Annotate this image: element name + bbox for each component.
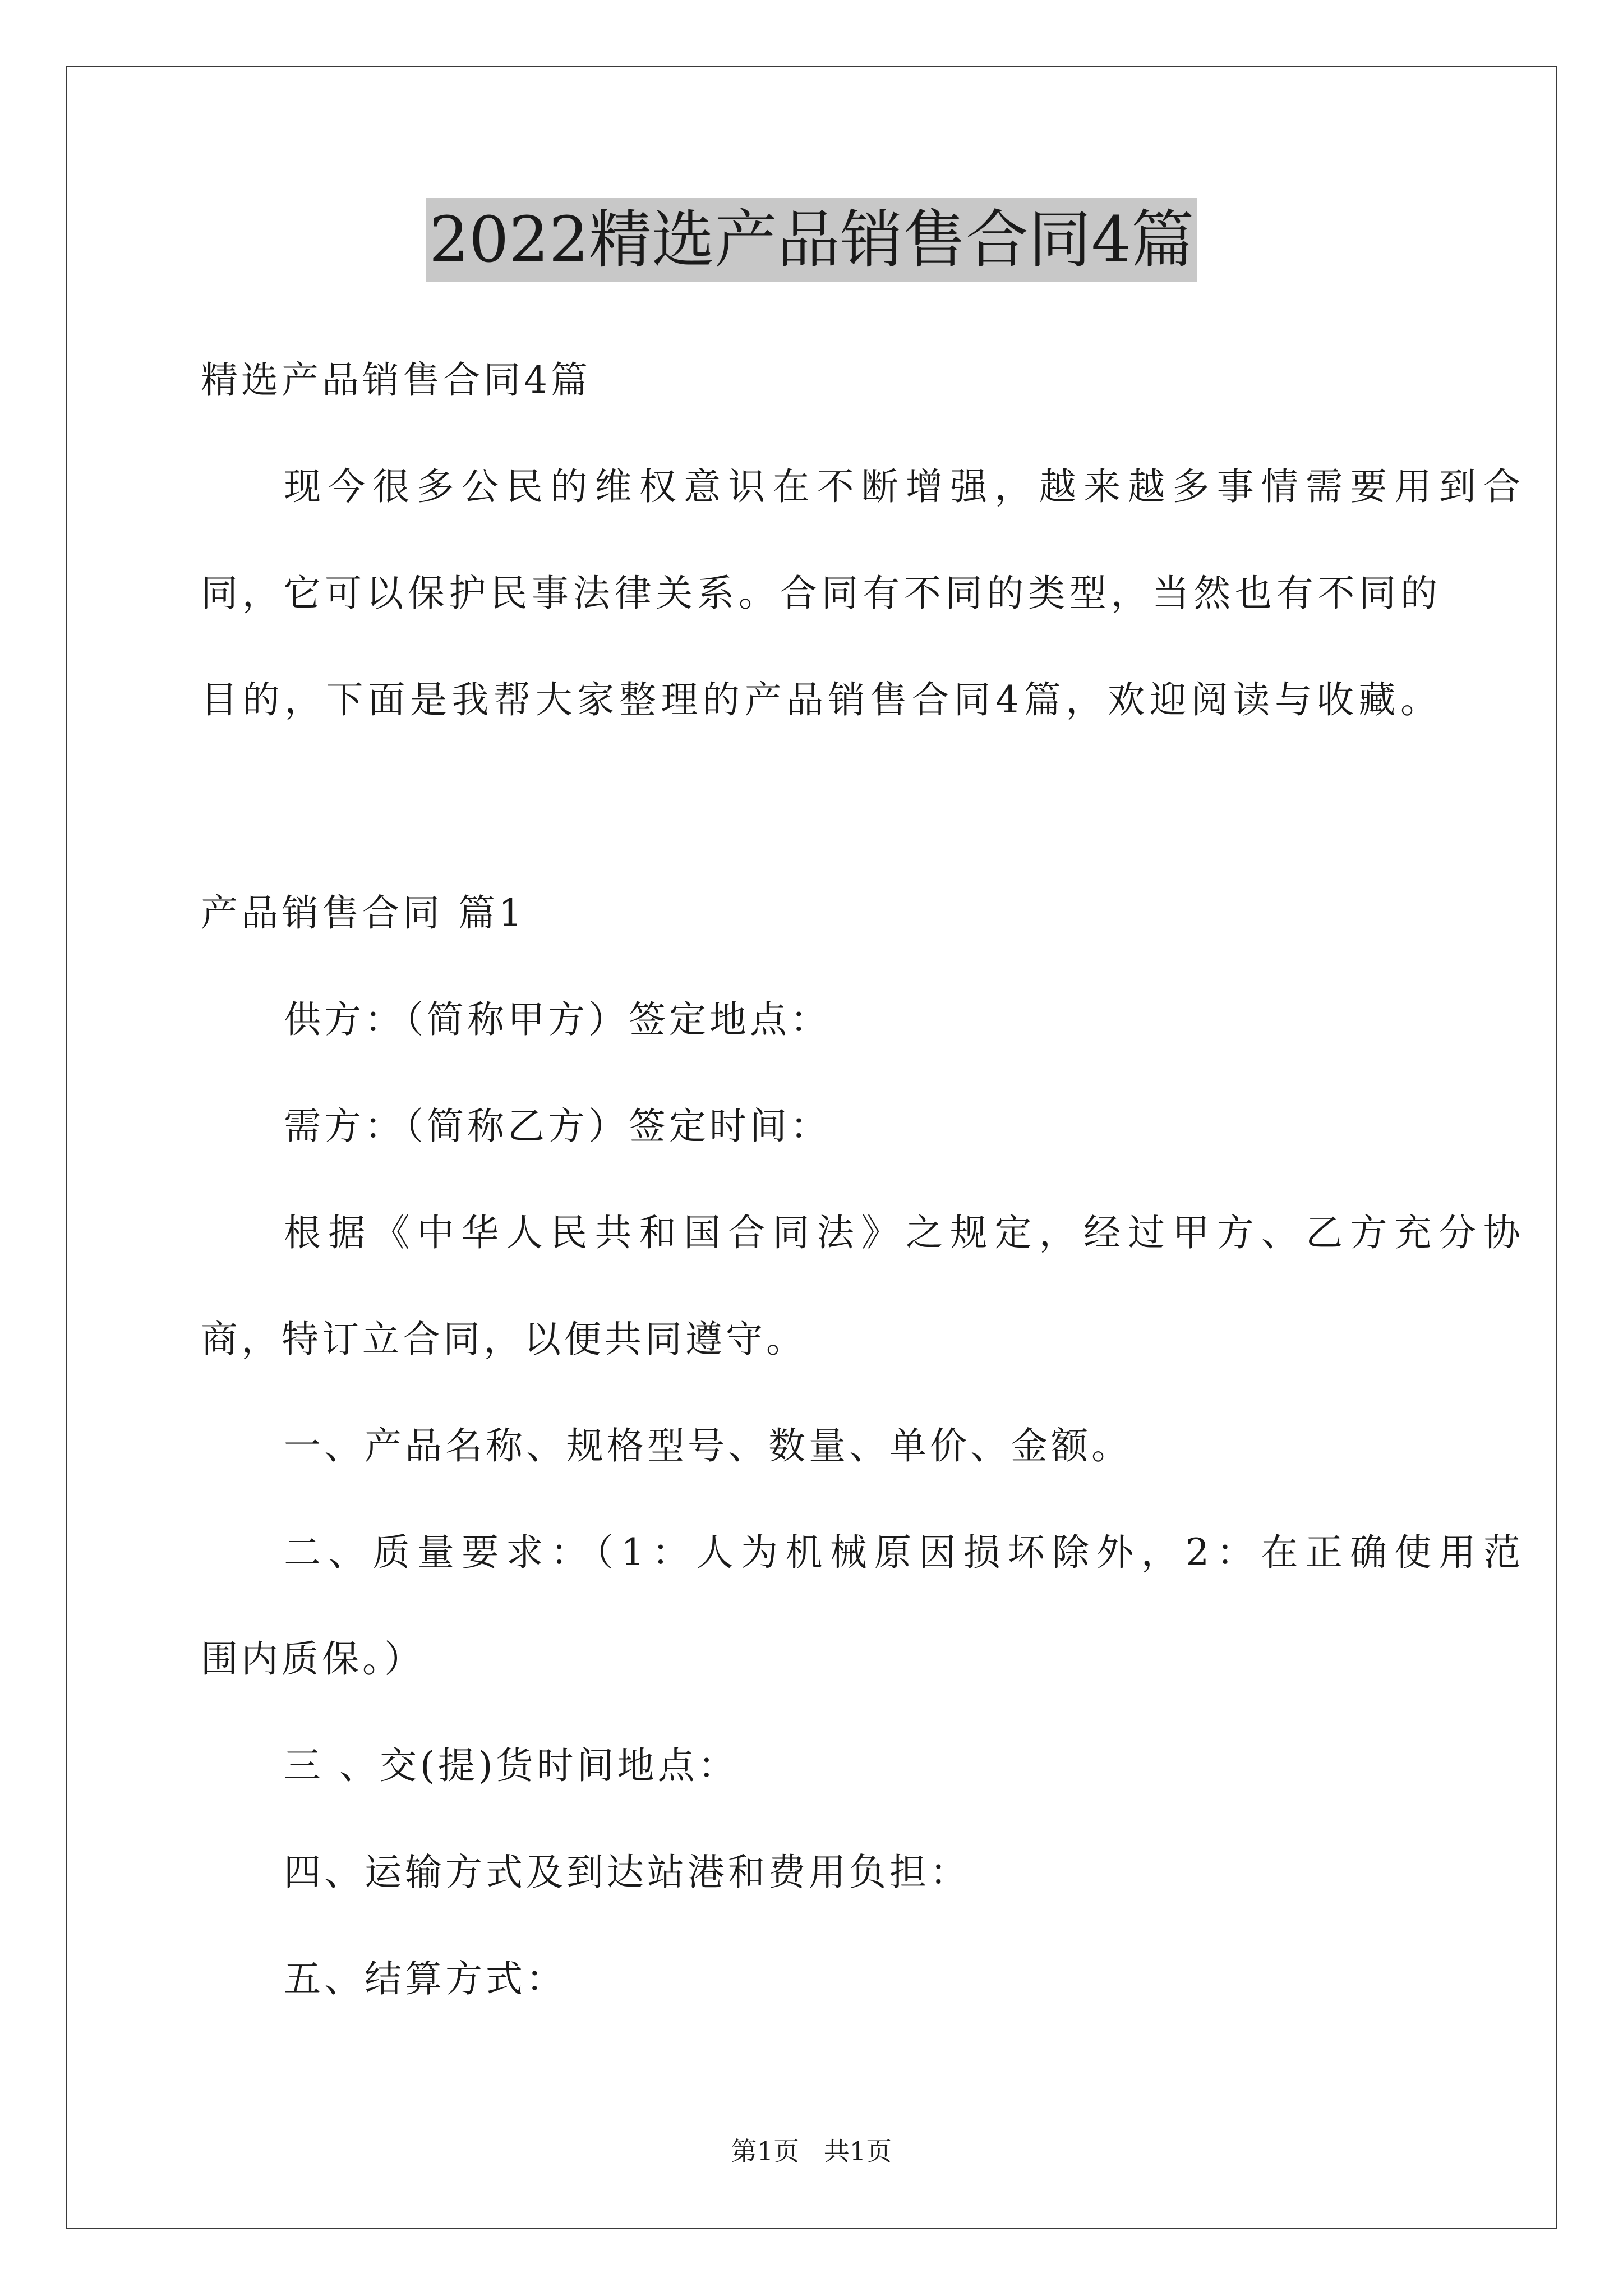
paragraph-line: 一、产品名称、规格型号、数量、单价、金额。 — [284, 1424, 1132, 1467]
paragraph-line: 现今很多公民的维权意识在不断增强，越来越多事情需要用到合 — [284, 465, 1520, 508]
paragraph-line: 商，特订立合同，以便共同遵守。 — [201, 1318, 806, 1361]
page-footer: 第1页 共1页 — [731, 2136, 892, 2166]
paragraph-line: 五、结算方式： — [284, 1957, 566, 2000]
paragraph-line: 同，它可以保护民事法律关系。合同有不同的类型，当然也有不同的 — [201, 572, 1437, 615]
paragraph-line: 三 、交(提)货时间地点： — [284, 1744, 739, 1787]
subtitle-line: 精选产品销售合同4篇 — [201, 358, 591, 402]
paragraph-line: 二、质量要求：（1：人为机械原因损坏除外，2：在正确使用范 — [284, 1531, 1520, 1574]
paragraph-line: 供方：（简称甲方）签定地点： — [284, 998, 831, 1041]
paragraph-line: 围内质保。） — [201, 1637, 425, 1681]
title-container — [0, 198, 1623, 282]
section-heading: 产品销售合同 篇1 — [201, 891, 525, 935]
paragraph-line: 四、运输方式及到达站港和费用负担： — [284, 1851, 970, 1894]
paragraph-line: 需方：（简称乙方）签定时间： — [284, 1105, 831, 1148]
document-title: 2022精选产品销售合同4篇 — [426, 198, 1197, 282]
paragraph-line: 目的，下面是我帮大家整理的产品销售合同4篇，欢迎阅读与收藏。 — [201, 678, 1437, 721]
paragraph-line: 根据《中华人民共和国合同法》之规定，经过甲方、乙方充分协 — [284, 1211, 1520, 1254]
